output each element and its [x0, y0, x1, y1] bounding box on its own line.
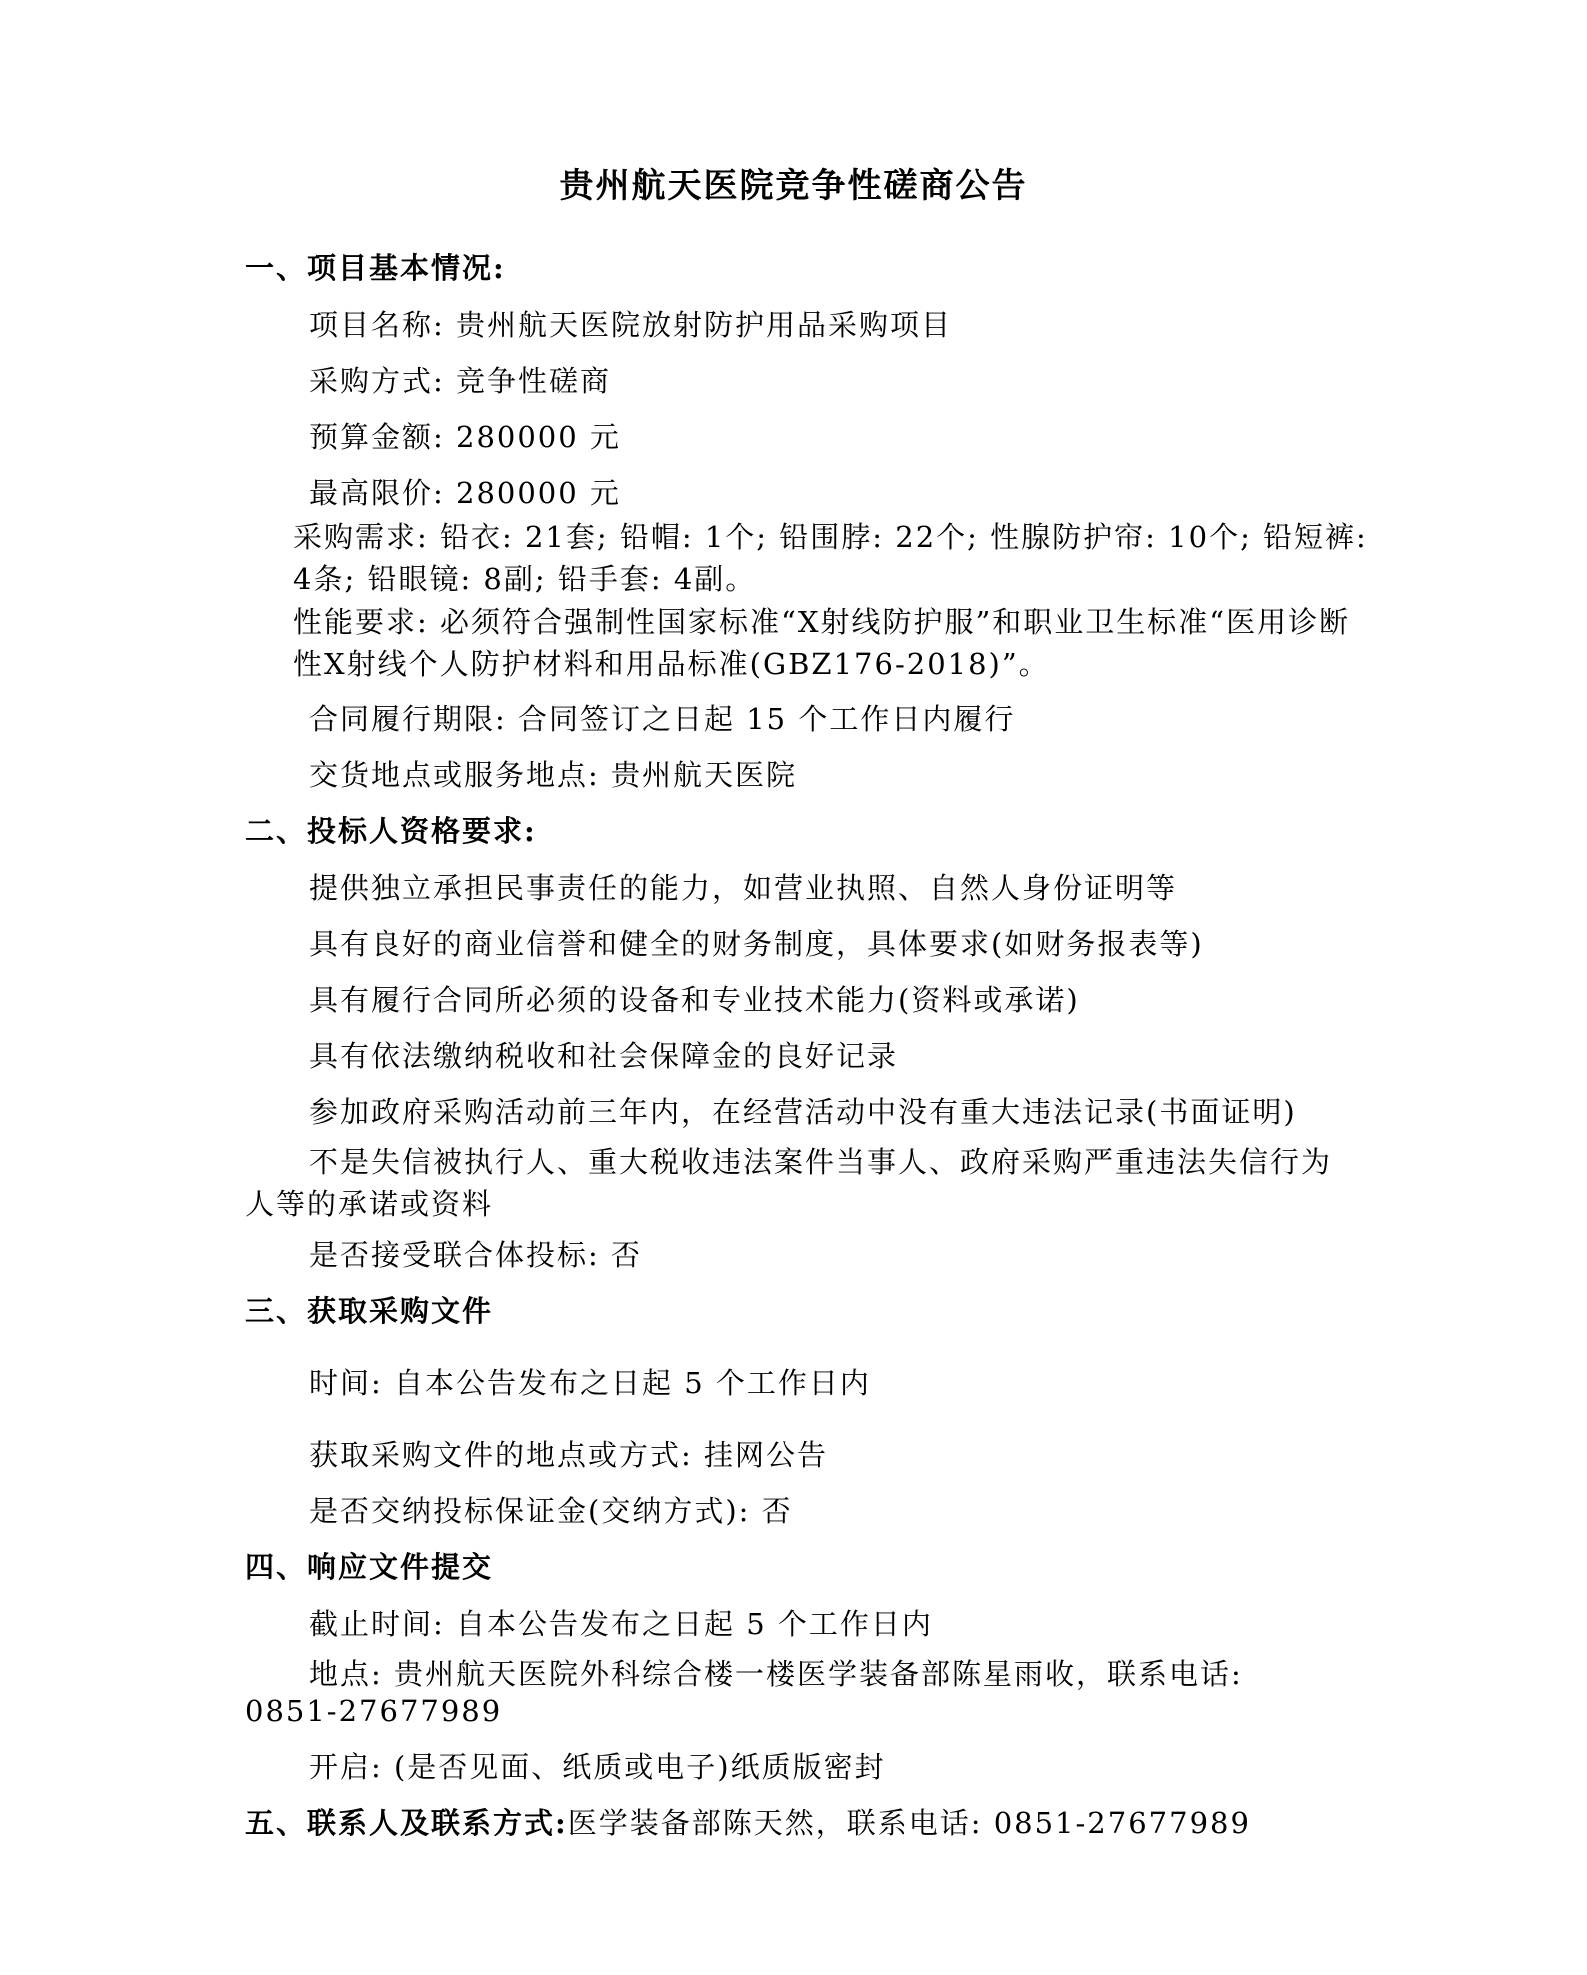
qualification-3: 具有履行合同所必须的设备和专业技术能力(资料或承诺) — [309, 983, 1080, 1017]
submission-place-line2: 0851-27677989 — [245, 1694, 503, 1728]
obtain-time: 时间: 自本公告发布之日起 5 个工作日内 — [309, 1366, 871, 1400]
qualification-6-line1: 不是失信被执行人、重大税收违法案件当事人、政府采购严重违法失信行为 — [309, 1145, 1333, 1179]
bid-deposit: 是否交纳投标保证金(交纳方式): 否 — [309, 1494, 793, 1528]
consortium-bid: 是否接受联合体投标: 否 — [309, 1238, 642, 1272]
section5-row — [245, 1801, 1251, 1842]
section2-heading: 二、投标人资格要求: — [245, 814, 537, 848]
opening-method: 开启: (是否见面、纸质或电子)纸质版密封 — [309, 1750, 886, 1784]
contract-term: 合同履行期限: 合同签订之日起 15 个工作日内履行 — [309, 702, 1016, 736]
max-price: 最高限价: 280000 元 — [309, 476, 621, 510]
qualification-1: 提供独立承担民事责任的能力，如营业执照、自然人身份证明等 — [309, 871, 1178, 905]
submission-deadline: 截止时间: 自本公告发布之日起 5 个工作日内 — [309, 1607, 933, 1641]
section4-heading: 四、响应文件提交 — [245, 1550, 494, 1584]
delivery-location: 交货地点或服务地点: 贵州航天医院 — [309, 758, 797, 792]
section3-heading: 三、获取采购文件 — [245, 1294, 494, 1328]
qualification-5: 参加政府采购活动前三年内，在经营活动中没有重大违法记录(书面证明) — [309, 1095, 1297, 1129]
procurement-demand: 采购需求: 铅衣: 21套; 铅帽: 1个; 铅围脖: 22个; 性腺防护帘: 10个; 铅短裤: 4条; 铅眼镜: 8副; 铅手套: 4副。 — [293, 520, 1368, 596]
contact-info: 医学装备部陈天然，联系电话: 0851-27677989 — [567, 1806, 1251, 1840]
qualification-2: 具有良好的商业信誉和健全的财务制度，具体要求(如财务报表等) — [309, 927, 1204, 961]
section5-heading: 五、联系人及联系方式: — [245, 1806, 568, 1840]
qualification-4: 具有依法缴纳税收和社会保障金的良好记录 — [309, 1039, 899, 1073]
section1-heading: 一、项目基本情况: — [245, 251, 506, 285]
performance-requirement: 性能要求: 必须符合强制性国家标准“X射线防护服”和职业卫生标准“医用诊断性X射线个人防护材料和用品标准(GBZ176-2018)”。 — [293, 605, 1351, 681]
procurement-method: 采购方式: 竞争性磋商 — [309, 364, 611, 398]
budget-amount: 预算金额: 280000 元 — [309, 420, 621, 454]
project-name: 项目名称: 贵州航天医院放射防护用品采购项目 — [309, 308, 952, 342]
submission-place-line1: 地点: 贵州航天医院外科综合楼一楼医学装备部陈星雨收，联系电话: — [309, 1657, 1243, 1691]
obtain-method: 获取采购文件的地点或方式: 挂网公告 — [309, 1438, 828, 1472]
qualification-6-line2: 人等的承诺或资料 — [245, 1187, 494, 1221]
page-title: 贵州航天医院竞争性磋商公告 — [559, 166, 1028, 206]
